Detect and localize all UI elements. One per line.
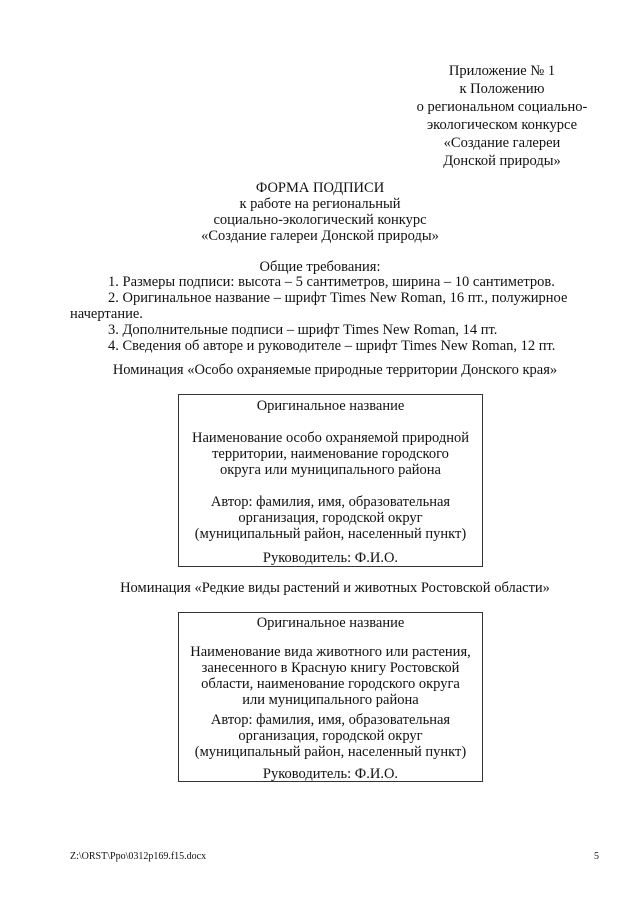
description-line: Наименование вида животного или растения, xyxy=(190,644,471,660)
signature-sample-box xyxy=(178,394,483,567)
author-line: Автор: фамилия, имя, образовательная xyxy=(210,712,451,728)
form-title-line: к работе на региональный xyxy=(239,196,401,212)
description-line: области, наименование городского округа xyxy=(201,676,460,692)
supervisor-label: Руководитель: Ф.И.О. xyxy=(262,766,399,782)
form-title xyxy=(0,180,640,244)
form-title-line: социально-экологический конкурс xyxy=(213,212,427,228)
requirement-item: 4. Сведения об авторе и руководителе – шрифт Times New Roman, 12 пт. xyxy=(108,338,556,354)
form-title-line: «Создание галереи Донской природы» xyxy=(201,228,439,244)
author-line: Автор: фамилия, имя, образовательная xyxy=(210,494,451,510)
requirement-item: 2. Оригинальное название – шрифт Times New Roman, 16 пт., полужирное начертание. xyxy=(70,290,568,322)
appendix-line: Приложение № 1 xyxy=(448,63,556,79)
requirements-heading: Общие требования: xyxy=(259,259,381,275)
requirement-item: 1. Размеры подписи: высота – 5 сантиметров, ширина – 10 сантиметров. xyxy=(108,274,555,290)
description-line: занесенного в Красную книгу Ростовской xyxy=(201,660,460,676)
appendix-line: о региональном социально- xyxy=(416,99,588,115)
author-line: (муниципальный район, населенный пункт) xyxy=(194,526,467,542)
supervisor-label: Руководитель: Ф.И.О. xyxy=(262,550,399,566)
requirements-list xyxy=(70,274,610,354)
appendix-line: Донской природы» xyxy=(443,153,561,169)
nomination-title: Номинация «Редкие виды растений и животных Ростовской области» xyxy=(120,580,550,596)
form-title-line: ФОРМА ПОДПИСИ xyxy=(255,180,385,196)
description-line: территории, наименование городского xyxy=(212,446,449,462)
appendix-header xyxy=(392,62,612,170)
description-line: Наименование особо охраняемой природной xyxy=(191,430,469,446)
author-line: (муниципальный район, населенный пункт) xyxy=(194,744,467,760)
footer-file-path: Z:\ORST\Ppo\0312p169.f15.docx xyxy=(70,851,207,862)
description-line: округа или муниципального района xyxy=(220,462,441,478)
appendix-line: к Положению xyxy=(459,81,545,97)
author-line: организация, городской округ xyxy=(238,510,423,526)
description-block xyxy=(179,644,482,708)
page-number: 5 xyxy=(594,851,599,862)
author-block xyxy=(179,494,482,542)
description-line: или муниципального района xyxy=(242,692,419,708)
requirement-item: 3. Дополнительные подписи – шрифт Times New Roman, 14 пт. xyxy=(108,322,498,338)
original-name-label: Оригинальное название xyxy=(256,615,405,631)
original-name-label: Оригинальное название xyxy=(256,398,405,414)
appendix-line: «Создание галереи xyxy=(443,135,561,151)
author-block xyxy=(179,712,482,760)
description-block xyxy=(179,430,482,478)
nomination-title: Номинация «Особо охраняемые природные территории Донского края» xyxy=(112,362,558,378)
author-line: организация, городской округ xyxy=(238,728,423,744)
signature-sample-box xyxy=(178,612,483,782)
appendix-line: экологическом конкурсе xyxy=(426,117,578,133)
